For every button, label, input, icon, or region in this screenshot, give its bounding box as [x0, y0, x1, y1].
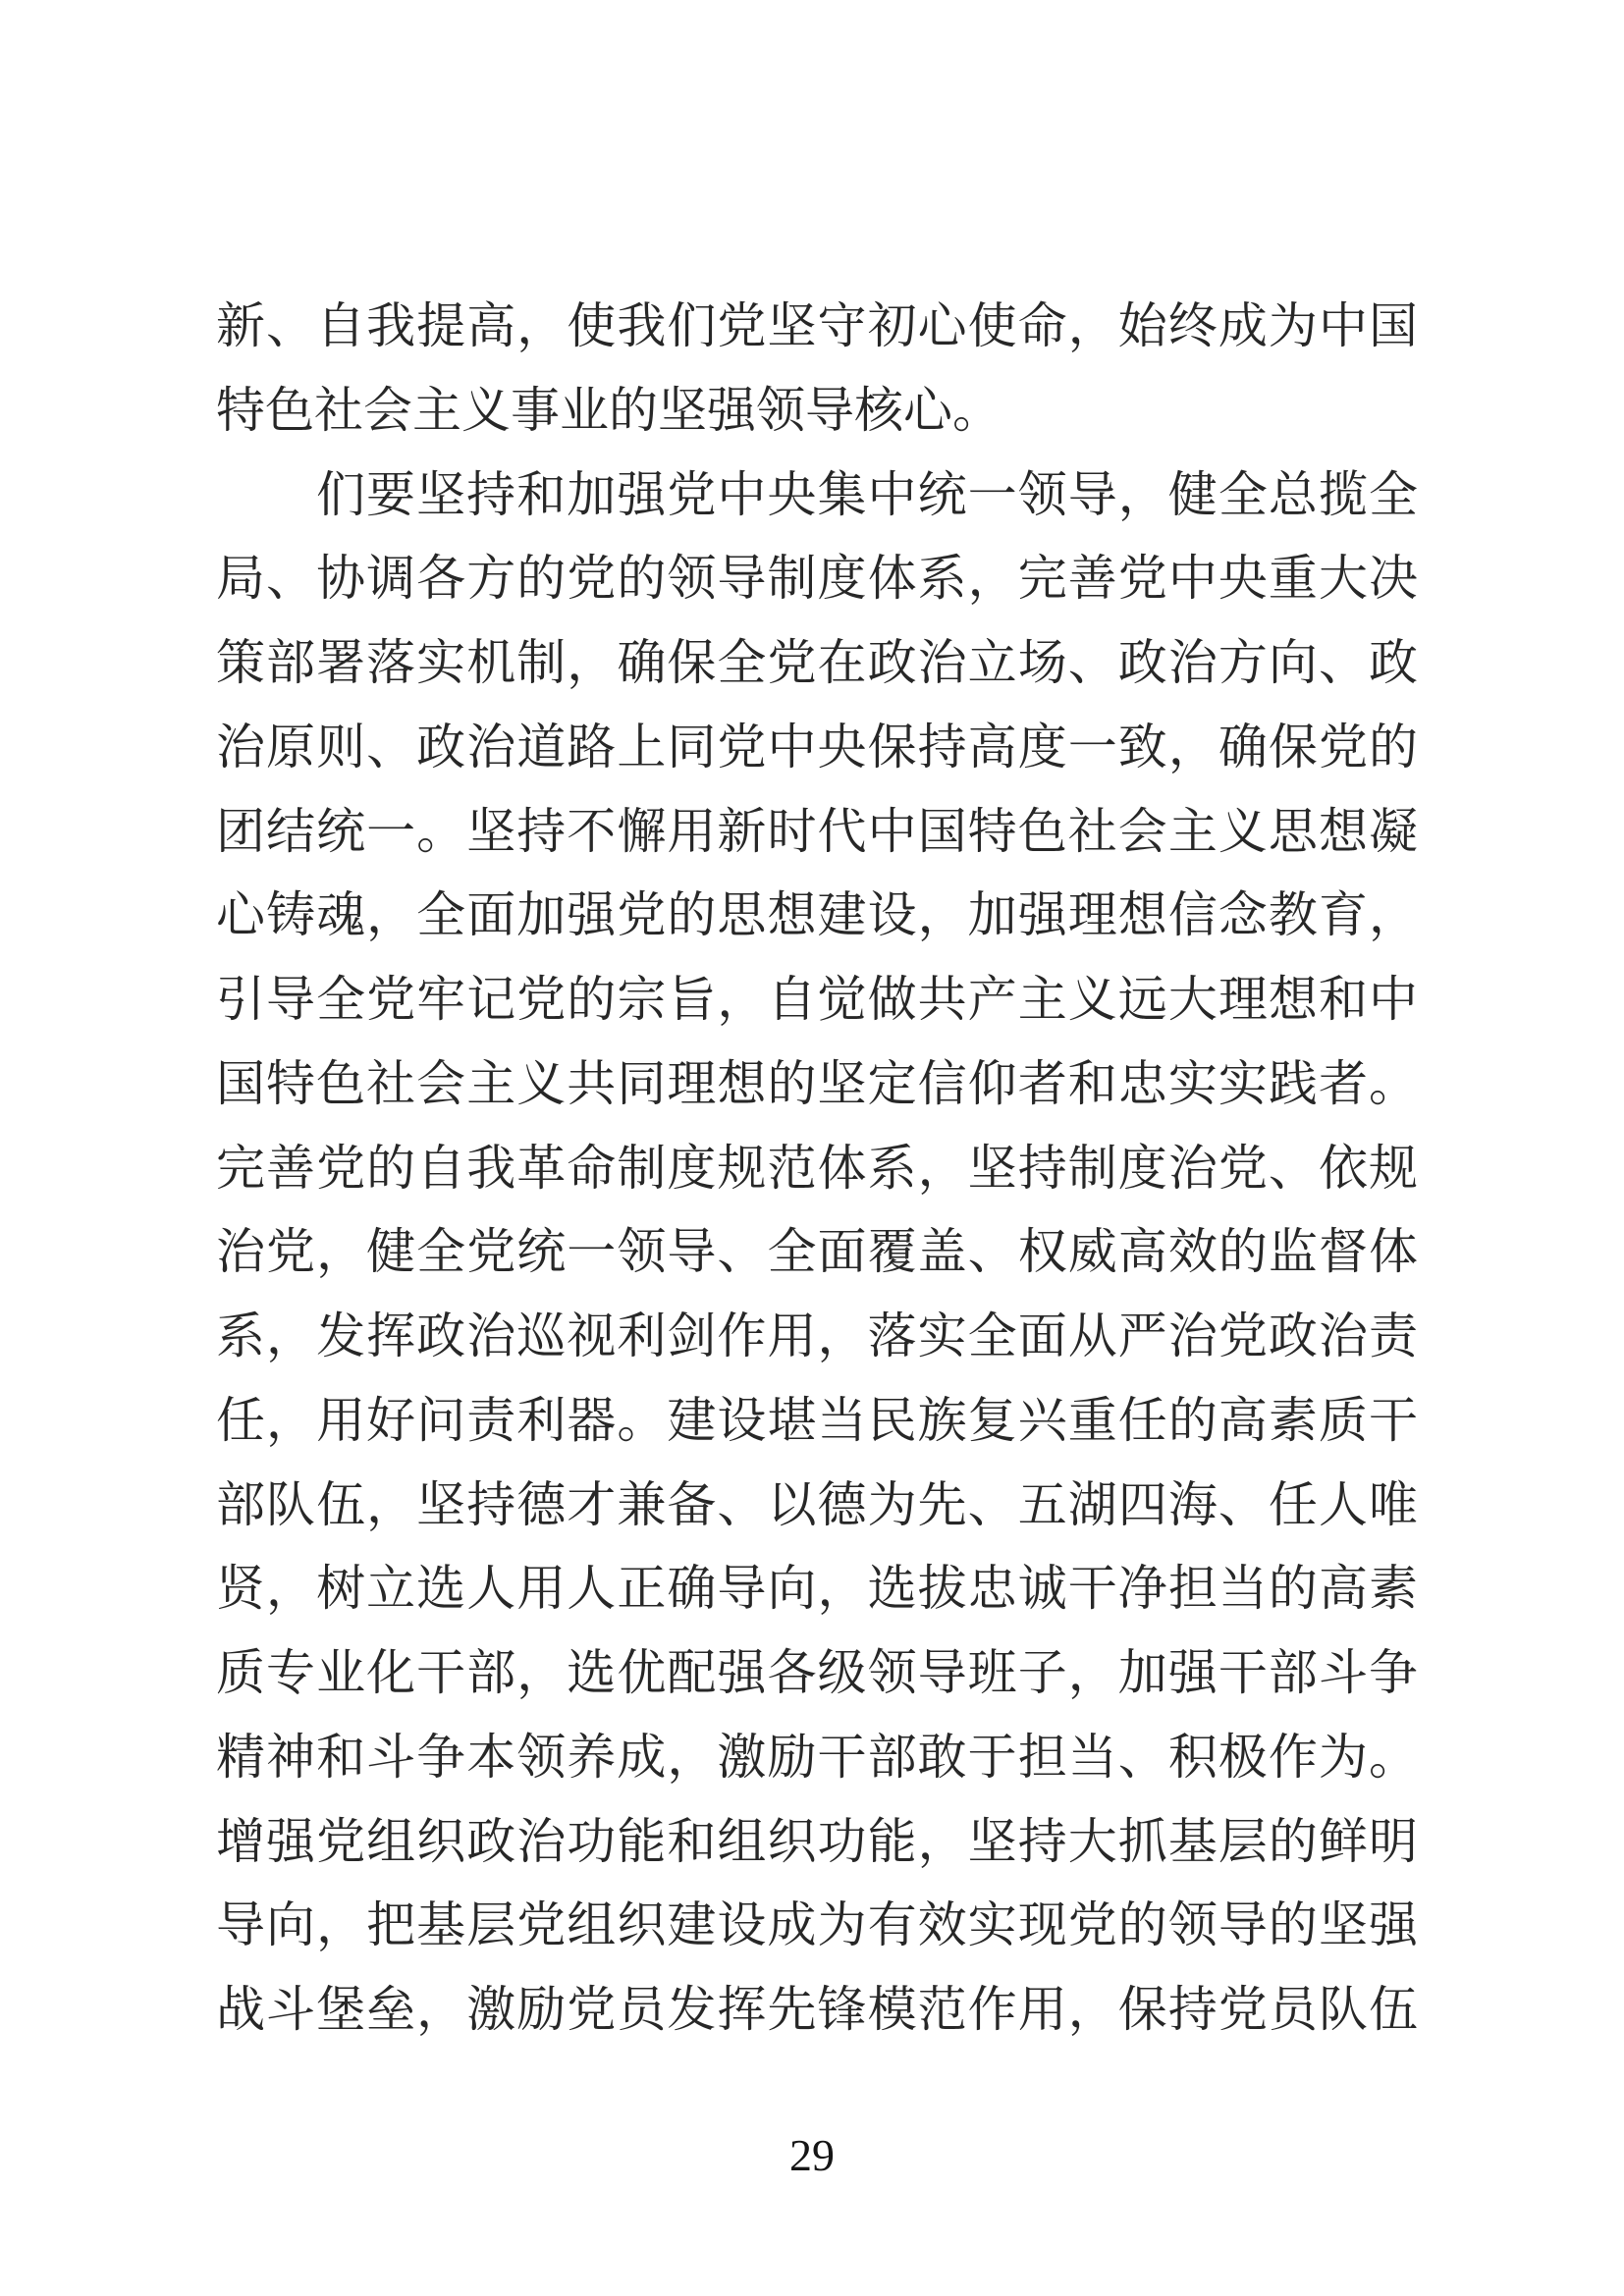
- text-line: 策部署落实机制，确保全党在政治立场、政治方向、政: [216, 635, 1418, 690]
- text-line: 治原则、政治道路上同党中央保持高度一致，确保党的: [216, 719, 1418, 774]
- text-line: 战斗堡垒，激励党员发挥先锋模范作用，保持党员队伍: [216, 1982, 1418, 2037]
- text-line: 部队伍，坚持德才兼备、以德为先、五湖四海、任人唯: [216, 1476, 1418, 1532]
- text-line: 增强党组织政治功能和组织功能，坚持大抓基层的鲜明: [216, 1813, 1418, 1869]
- text-line: 局、协调各方的党的领导制度体系，完善党中央重大决: [216, 551, 1418, 607]
- text-line: 质专业化干部，选优配强各级领导班子，加强干部斗争: [216, 1645, 1418, 1700]
- page-footer: [0, 2130, 1624, 2181]
- text-line: 心铸魂，全面加强党的思想建设，加强理想信念教育，: [216, 887, 1418, 943]
- text-line: 精神和斗争本领养成，激励干部敢于担当、积极作为。: [216, 1729, 1418, 1785]
- text-line: 完善党的自我革命制度规范体系，坚持制度治党、依规: [216, 1140, 1418, 1196]
- text-line: 引导全党牢记党的宗旨，自觉做共产主义远大理想和中: [216, 972, 1418, 1027]
- text-line: 系，发挥政治巡视利剑作用，落实全面从严治党政治责: [216, 1308, 1418, 1363]
- text-line: 导向，把基层党组织建设成为有效实现党的领导的坚强: [216, 1897, 1418, 1953]
- paragraph: [216, 285, 1418, 454]
- text-line: 新、自我提高，使我们党坚守初心使命，始终成为中国: [216, 298, 1418, 353]
- text-line: 任，用好问责利器。建设堪当民族复兴重任的高素质干: [216, 1392, 1418, 1448]
- page-number: 29: [789, 2130, 835, 2180]
- paragraph: [216, 454, 1418, 2053]
- text-line: 国特色社会主义共同理想的坚定信仰者和忠实实践者。: [216, 1055, 1418, 1111]
- text-line: 们要坚持和加强党中央集中统一领导，健全总揽全: [316, 466, 1418, 522]
- text-line: 治党，健全党统一领导、全面覆盖、权威高效的监督体: [216, 1224, 1418, 1280]
- text-line: 特色社会主义事业的坚强领导核心。: [216, 382, 1001, 438]
- document-body: [216, 285, 1418, 2053]
- text-line: 贤，树立选人用人正确导向，选拔忠诚干净担当的高素: [216, 1561, 1418, 1617]
- text-line: 团结统一。坚持不懈用新时代中国特色社会主义思想凝: [216, 803, 1418, 859]
